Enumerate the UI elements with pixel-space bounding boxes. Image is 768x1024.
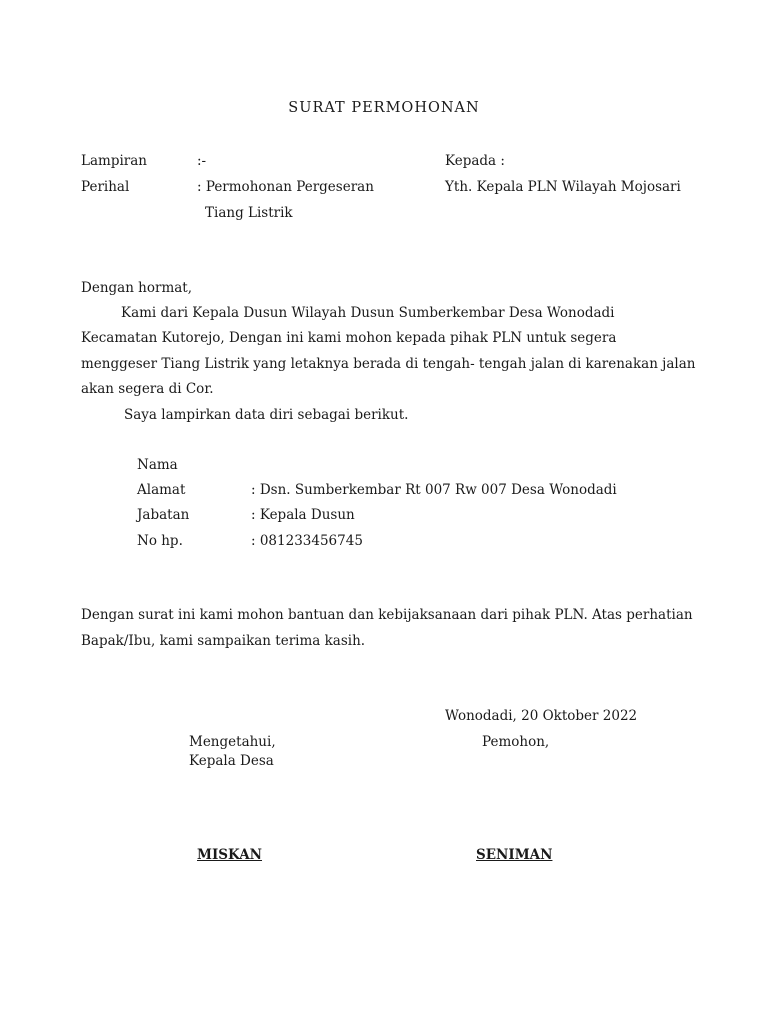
signature-right-name: SENIMAN	[476, 847, 553, 863]
closing-line-2: Bapak/Ibu, kami sampaikan terima kasih.	[81, 633, 366, 649]
paragraph-1-line-3: menggeser Tiang Listrik yang letaknya berada di tengah- tengah jalan di karenakan jalan	[81, 356, 696, 372]
kepada-value: Yth. Kepala PLN Wilayah Mojosari	[445, 179, 681, 195]
paragraph-2: Saya lampirkan data diri sebagai berikut.	[124, 407, 409, 423]
signature-left-name: MISKAN	[197, 847, 263, 863]
document-title: SURAT PERMOHONAN	[288, 100, 480, 116]
lampiran-label: Lampiran	[81, 153, 147, 169]
jabatan-value: : Kepala Dusun	[251, 507, 355, 523]
paragraph-1-line-4: akan segera di Cor.	[81, 381, 214, 397]
signature-right-line-1: Pemohon,	[482, 734, 550, 750]
kepada-label: Kepada :	[445, 153, 505, 169]
signature-left-line-1: Mengetahui,	[189, 734, 276, 750]
place-date: Wonodadi, 20 Oktober 2022	[445, 708, 638, 724]
nohp-value: : 081233456745	[251, 533, 363, 549]
jabatan-label: Jabatan	[137, 507, 190, 523]
greeting: Dengan hormat,	[81, 280, 193, 296]
perihal-value-line2: Tiang Listrik	[205, 205, 293, 221]
perihal-value-line1: : Permohonan Pergeseran	[197, 179, 374, 195]
alamat-value: : Dsn. Sumberkembar Rt 007 Rw 007 Desa Wonodadi	[251, 482, 617, 498]
nama-label: Nama	[137, 457, 178, 473]
lampiran-value: :-	[197, 153, 207, 169]
nohp-label: No hp.	[137, 533, 183, 549]
paragraph-1-line-1: Kami dari Kepala Dusun Wilayah Dusun Sumberkembar Desa Wonodadi	[121, 305, 615, 321]
perihal-label: Perihal	[81, 179, 130, 195]
closing-line-1: Dengan surat ini kami mohon bantuan dan kebijaksanaan dari pihak PLN. Atas perhatian	[81, 607, 693, 623]
paragraph-1-line-2: Kecamatan Kutorejo, Dengan ini kami mohon kepada pihak PLN untuk segera	[81, 330, 617, 346]
signature-left-line-2: Kepala Desa	[189, 753, 274, 769]
alamat-label: Alamat	[137, 482, 186, 498]
